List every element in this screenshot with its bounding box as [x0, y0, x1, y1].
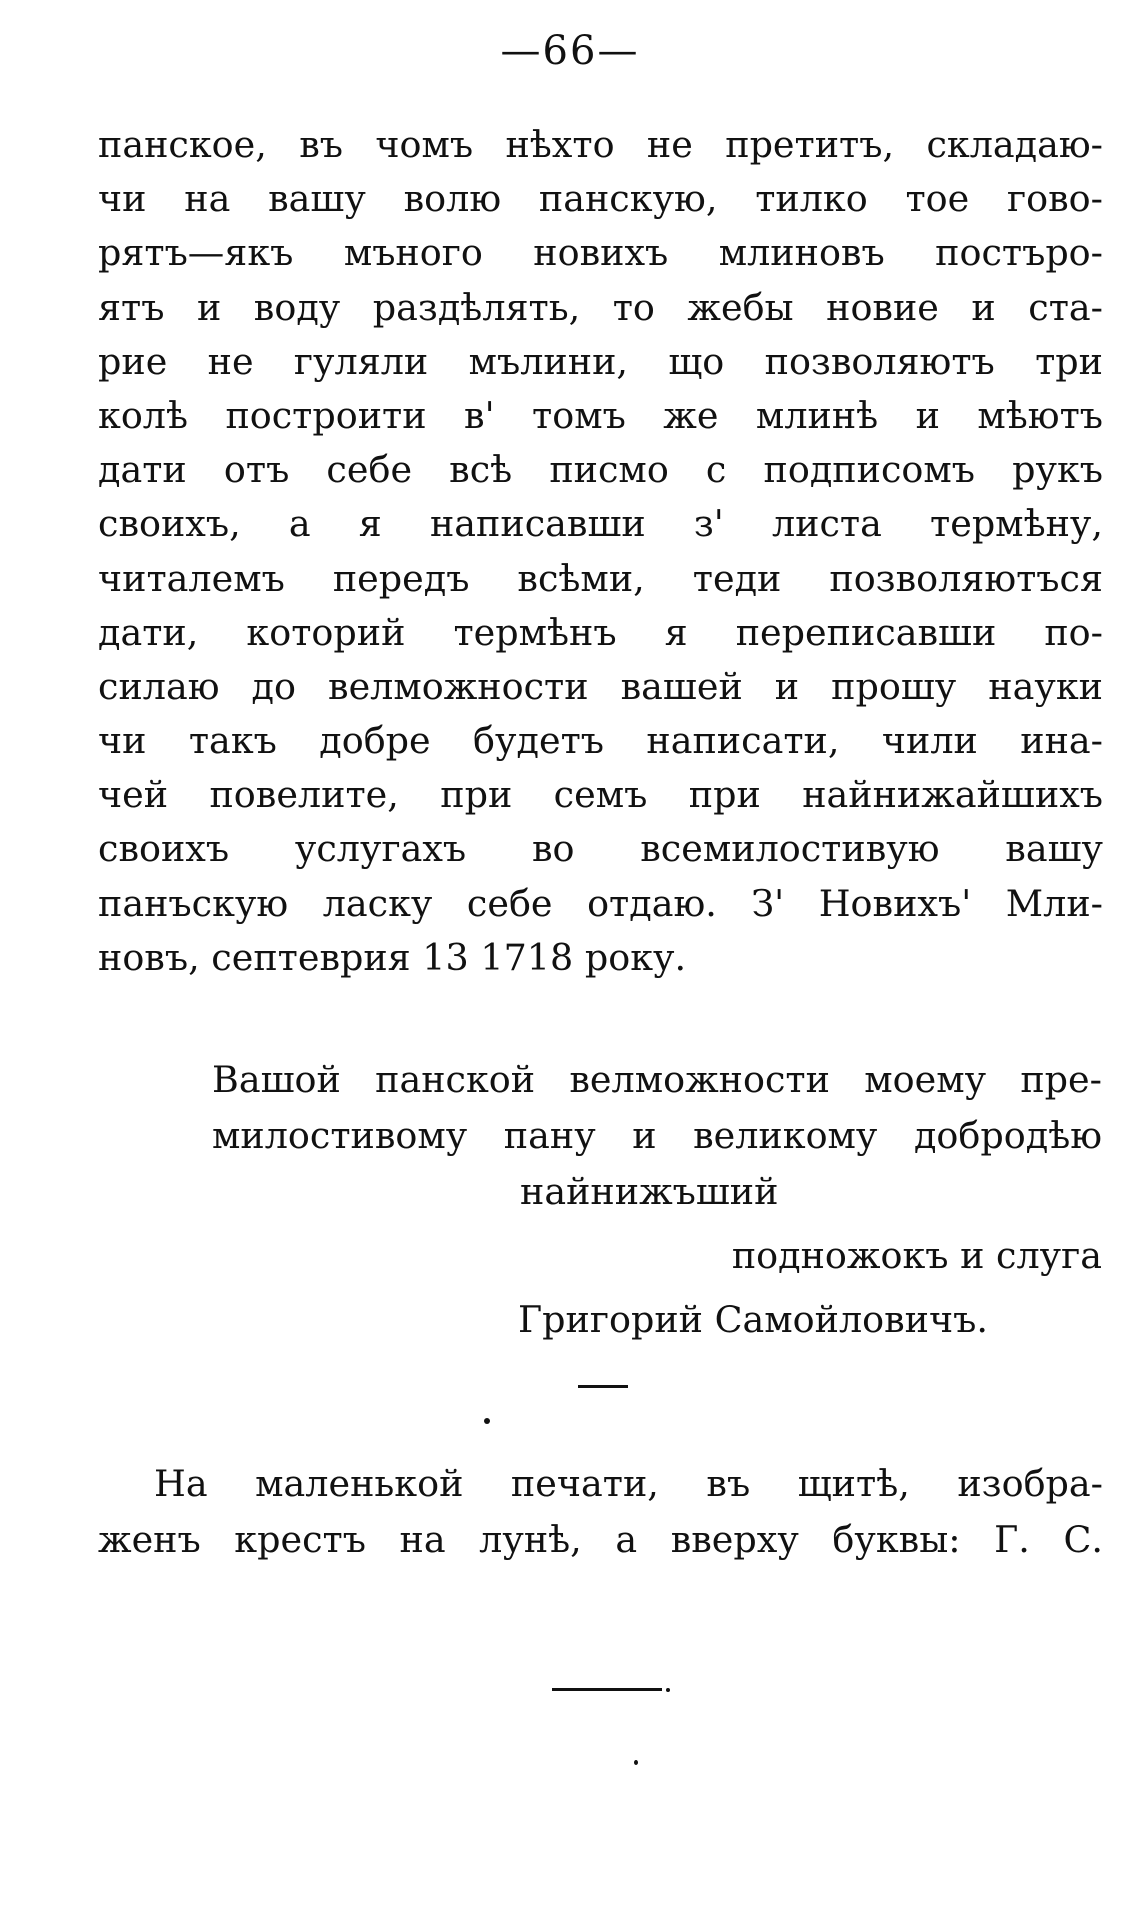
text-line: чи на вашу волю панскую, тилко тое гово-: [98, 177, 1103, 221]
letter-body: [98, 118, 1103, 985]
print-speck: [634, 1760, 638, 1765]
text-line: На маленькой печати, въ щитѣ, изобра-: [154, 1462, 1103, 1505]
text-line: женъ крестъ на лунѣ, а вверху буквы: Г. С.: [98, 1518, 1103, 1561]
page-number: —66—: [500, 28, 640, 74]
print-speck: [666, 1688, 670, 1692]
text-line: дати отъ себе всѣ писмо с подписомъ рукъ: [98, 448, 1103, 492]
closing-line: милостивому пану и великому добродѣю: [212, 1114, 1102, 1157]
text-line: читалемъ передъ всѣми, теди позволяютъся: [98, 556, 1103, 600]
text-line: дати, которий термѣнъ я переписавши по-: [98, 610, 1103, 654]
text-line: чей повелите, при семъ при найнижайшихъ: [98, 773, 1103, 817]
text-line: силаю до велможности вашей и прошу науки: [98, 664, 1103, 708]
end-divider: [552, 1688, 662, 1691]
closing-line: найнижъший: [520, 1170, 779, 1213]
closing-line: Вашой панской велможности моему пре-: [212, 1058, 1102, 1101]
text-line: ятъ и воду раздѣлять, то жебы новие и ста-: [98, 285, 1103, 329]
print-speck: [484, 1418, 490, 1424]
text-line: своихъ услугахъ во всемилостивую вашу: [98, 827, 1103, 871]
text-line: своихъ, а я написавши з' листа термѣну,: [98, 502, 1103, 546]
text-line: панъскую ласку себе отдаю. З' Новихъ' Мли-: [98, 881, 1103, 925]
text-line: рие не гуляли мълини, що позволяютъ три: [98, 339, 1103, 383]
text-line: чи такъ добре будетъ написати, чили ина-: [98, 719, 1103, 763]
text-line: новъ, септеврия 13 1718 року.: [98, 935, 687, 979]
seal-description: [98, 1456, 1103, 1568]
closing-line: подножокъ и слуга: [731, 1234, 1102, 1277]
text-line: рятъ—якъ мъного новихъ млиновъ постъро-: [98, 231, 1103, 275]
signature-name: Григорий Самойловичъ.: [518, 1298, 988, 1341]
text-line: колѣ построити в' томъ же млинѣ и мѣютъ: [98, 393, 1103, 437]
text-line: панское, въ чомъ нѣхто не претитъ, складаю-: [98, 123, 1103, 166]
section-divider: [578, 1385, 628, 1388]
